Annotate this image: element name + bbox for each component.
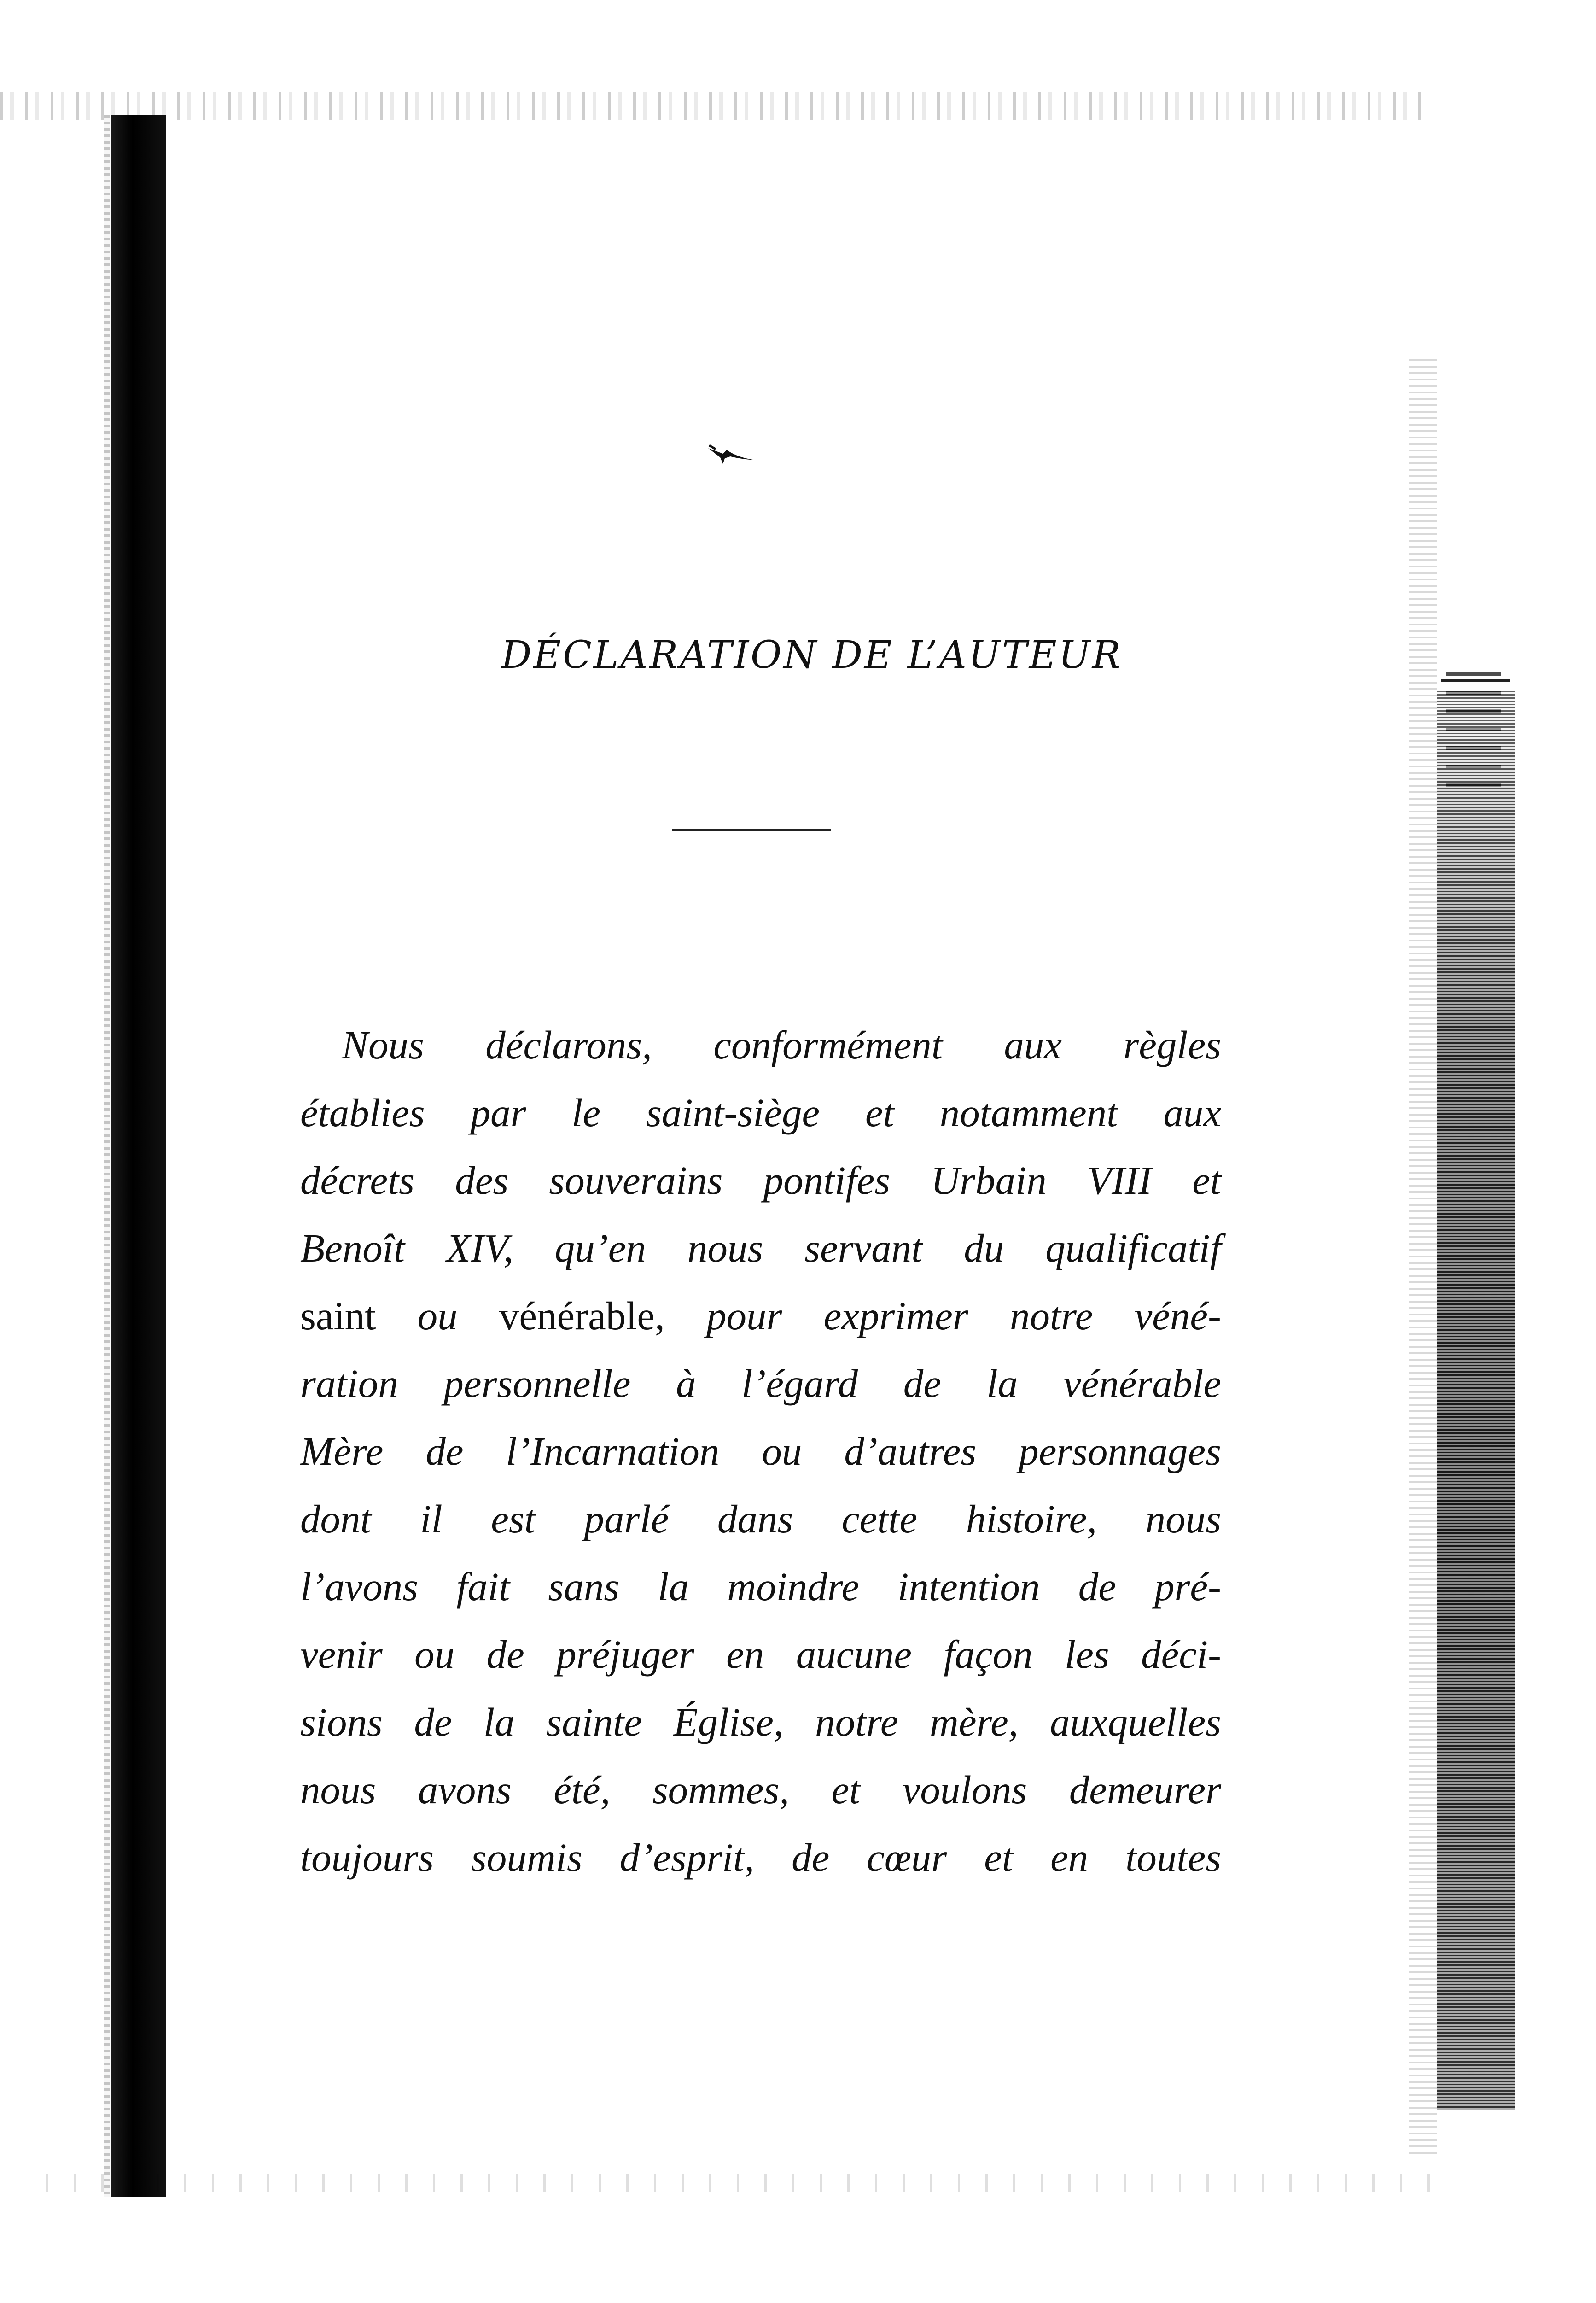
- text-line: dont il est parlé dans cette histoire, nous: [300, 1496, 1221, 1541]
- text-line: venir ou de préjuger en aucune façon les déci-: [300, 1632, 1221, 1677]
- text-line: nous avons été, sommes, et voulons demeurer: [300, 1767, 1221, 1812]
- scan-noise-bottom: [46, 2174, 1450, 2192]
- title-divider: [672, 829, 831, 831]
- text-line: toujours soumis d’esprit, de cœur et en toutes: [300, 1835, 1221, 1880]
- scan-binding-edge: [104, 115, 110, 2197]
- scan-bleed-right: [1437, 691, 1515, 2110]
- text-line: Nous déclarons, conformément aux règles: [342, 1023, 1221, 1067]
- text-line: établies par le saint-siège et notamment aux: [300, 1090, 1221, 1135]
- text-line: Benoît XIV, qu’en nous servant du qualificatif: [300, 1226, 1221, 1270]
- text-line: [300, 1282, 1221, 1350]
- text-word-upright: saint: [300, 1293, 376, 1338]
- text-line: sions de la sainte Église, notre mère, auxquelles: [300, 1700, 1221, 1744]
- declaration-paragraph: [300, 1011, 1221, 1891]
- page-title: DÉCLARATION DE L’AUTEUR: [501, 633, 1123, 677]
- text-word: ou: [417, 1293, 458, 1338]
- fleuron-icon: [705, 440, 760, 468]
- scan-noise-top: [0, 92, 1427, 120]
- text-line: décrets des souverains pontifes Urbain VIII et: [300, 1158, 1221, 1203]
- text-word-upright: vénérable,: [499, 1293, 665, 1338]
- scan-noise-right: [1409, 359, 1437, 2156]
- scan-binding-shadow: [111, 115, 166, 2197]
- text-line: l’avons fait sans la moindre intention de pré-: [300, 1564, 1221, 1609]
- text-line: ration personnelle à l’égard de la vénérable: [300, 1361, 1221, 1406]
- text-line: Mère de l’Incarnation ou d’autres personnages: [300, 1429, 1221, 1473]
- text-segment: pour exprimer notre véné-: [706, 1293, 1222, 1338]
